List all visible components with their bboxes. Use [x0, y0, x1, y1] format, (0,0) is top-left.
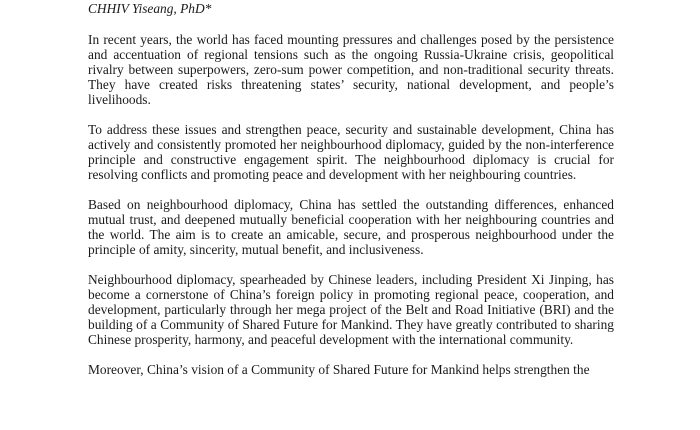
document-page	[88, 0, 614, 392]
paragraph-2: To address these issues and strengthen peace, security and sustainable development, China has actively and consistently promoted her neighbourhood diplomacy, guided by the non-interference principle and constructive engagement spirit. The neighbourhood diplomacy is crucial for resolving conflicts and promoting peace and development with her neighbouring countries.	[88, 122, 614, 182]
paragraph-5: Moreover, China’s vision of a Community of Shared Future for Mankind helps strengthen the	[88, 362, 590, 377]
author-byline: CHHIV Yiseang, PhD*	[88, 1, 212, 16]
paragraph-4: Neighbourhood diplomacy, spearheaded by Chinese leaders, including President Xi Jinping, has become a cornerstone of China’s foreign policy in promoting regional peace, cooperation, and development, particularly through her mega project of the Belt and Road Initiative (BRI) and the building of a Community of Shared Future for Mankind. They have greatly contributed to sharing Chinese prosperity, harmony, and peaceful development with the international community.	[88, 272, 614, 347]
paragraph-1: In recent years, the world has faced mounting pressures and challenges posed by the persistence and accentuation of regional tensions such as the ongoing Russia-Ukraine crisis, geopolitical rivalry between superpowers, zero-sum power competition, and non-traditional security threats. They have created risks threatening states’ security, national development, and people’s livelihoods.	[88, 32, 614, 107]
paragraph-3: Based on neighbourhood diplomacy, China has settled the outstanding differences, enhanced mutual trust, and deepened mutually beneficial cooperation with her neighbouring countries and the world. The aim is to create an amicable, secure, and prosperous neighbourhood under the principle of amity, sincerity, mutual benefit, and inclusiveness.	[88, 197, 614, 257]
